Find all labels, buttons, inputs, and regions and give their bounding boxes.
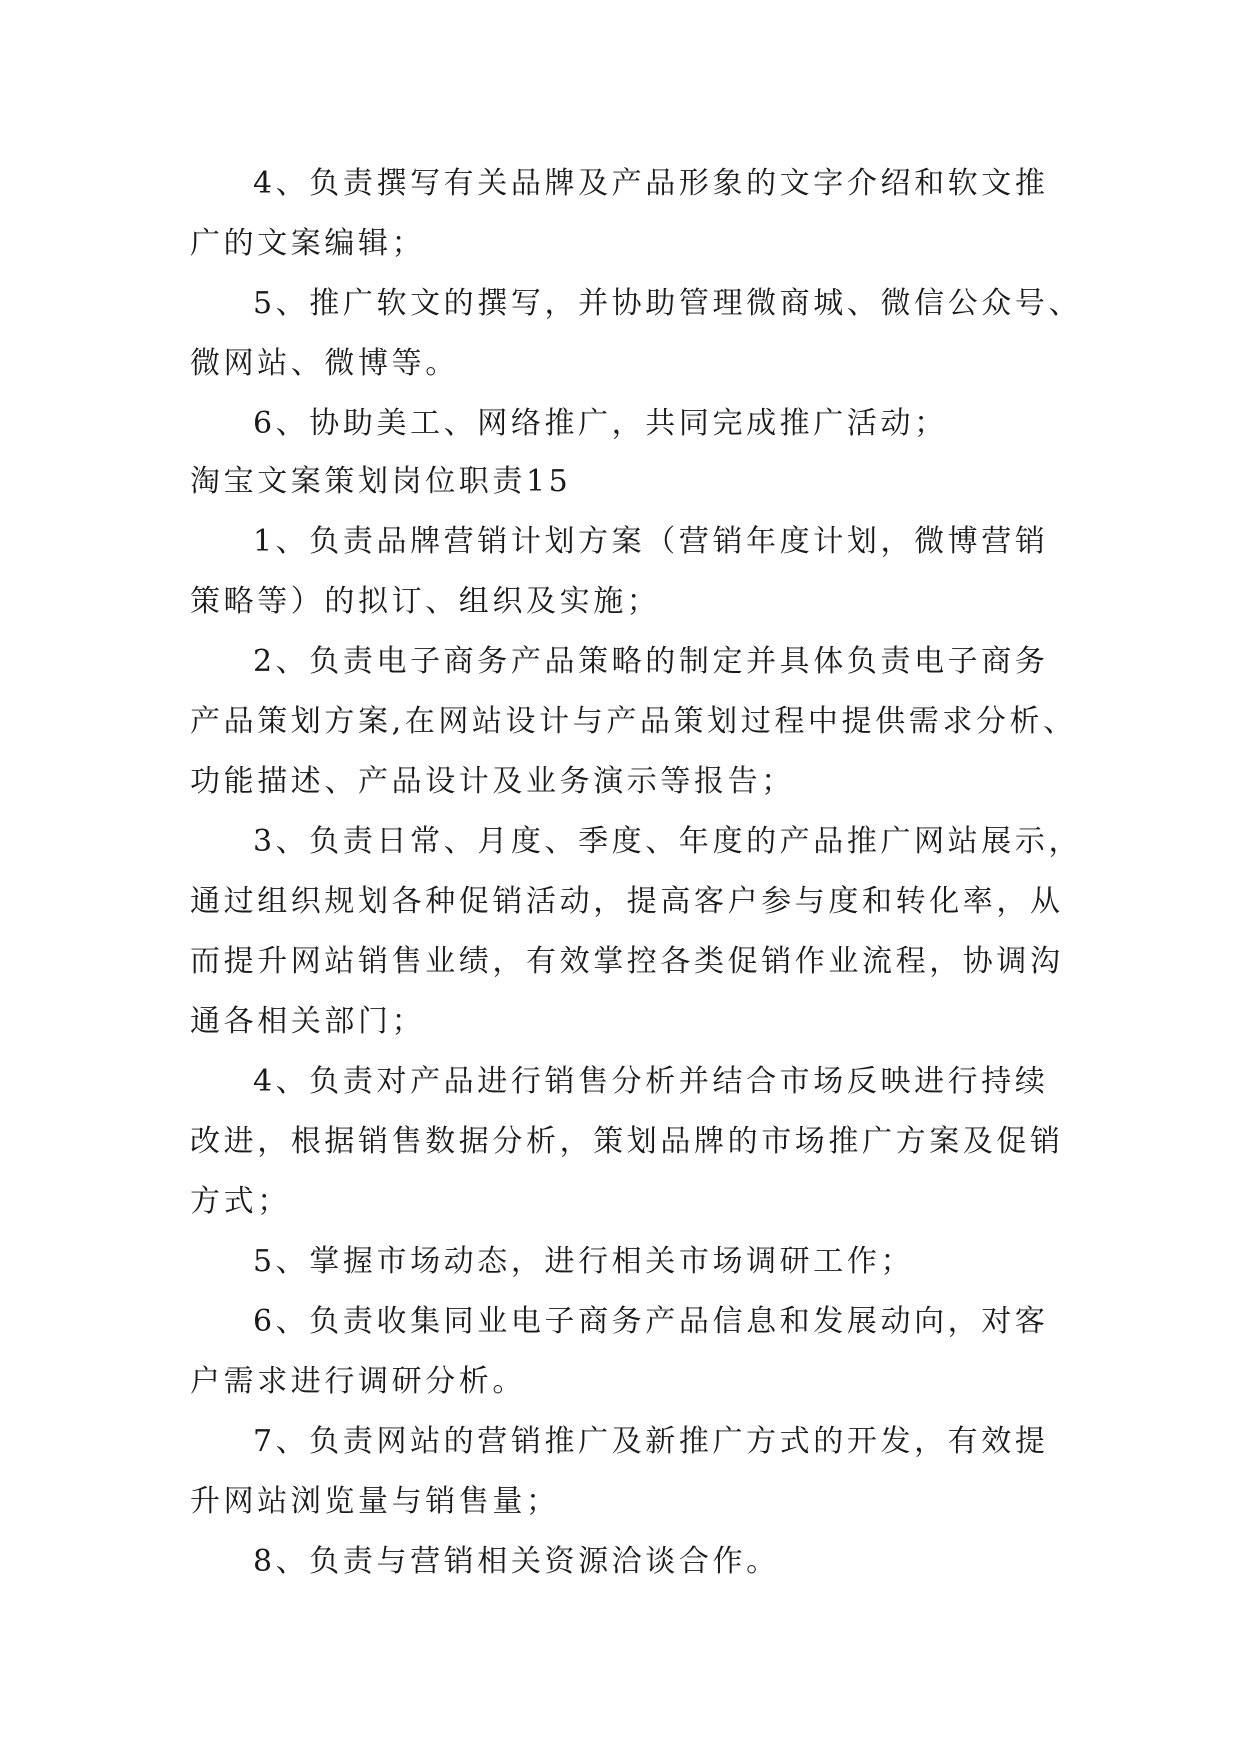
item-5-line-1: 5、掌握市场动态，进行相关市场调研工作；	[253, 1244, 915, 1279]
paragraph-4-line-1: 4、负责撰写有关品牌及产品形象的文字介绍和软文推	[253, 166, 1049, 201]
item-8-line-1: 8、负责与营销相关资源洽谈合作。	[253, 1544, 780, 1579]
section-heading: 淘宝文案策划岗位职责15	[190, 464, 572, 499]
item-3-line-1: 3、负责日常、月度、季度、年度的产品推广网站展示，	[253, 824, 1083, 859]
paragraph-5-line-2: 微网站、微博等。	[190, 346, 459, 381]
item-4-line-2: 改进，根据销售数据分析，策划品牌的市场推广方案及促销	[190, 1124, 1064, 1159]
item-4-line-3: 方式；	[190, 1184, 291, 1219]
item-3-line-3: 而提升网站销售业绩，有效掌控各类促销作业流程，协调沟	[190, 944, 1064, 979]
item-1-line-1: 1、负责品牌营销计划方案（营销年度计划，微博营销	[253, 524, 1049, 559]
item-1-line-2: 策略等）的拟订、组织及实施；	[190, 584, 661, 619]
paragraph-4-line-2: 广的文案编辑；	[190, 226, 426, 261]
item-6-line-2: 户需求进行调研分析。	[190, 1364, 526, 1399]
item-4-line-1: 4、负责对产品进行销售分析并结合市场反映进行持续	[253, 1064, 1049, 1099]
item-3-line-4: 通各相关部门；	[190, 1004, 426, 1039]
paragraph-6-line-1: 6、协助美工、网络推广，共同完成推广活动；	[253, 406, 948, 441]
item-2-line-1: 2、负责电子商务产品策略的制定并具体负责电子商务	[253, 644, 1049, 679]
item-2-line-3: 功能描述、产品设计及业务演示等报告；	[190, 764, 795, 799]
item-7-line-2: 升网站浏览量与销售量；	[190, 1484, 560, 1519]
item-6-line-1: 6、负责收集同业电子商务产品信息和发展动向，对客	[253, 1304, 1049, 1339]
item-7-line-1: 7、负责网站的营销推广及新推广方式的开发，有效提	[253, 1424, 1049, 1459]
paragraph-5-line-1: 5、推广软文的撰写，并协助管理微商城、微信公众号、	[253, 286, 1083, 321]
item-2-line-2: 产品策划方案,在网站设计与产品策划过程中提供需求分析、	[190, 704, 1077, 739]
item-3-line-2: 通过组织规划各种促销活动，提高客户参与度和转化率，从	[190, 884, 1064, 919]
